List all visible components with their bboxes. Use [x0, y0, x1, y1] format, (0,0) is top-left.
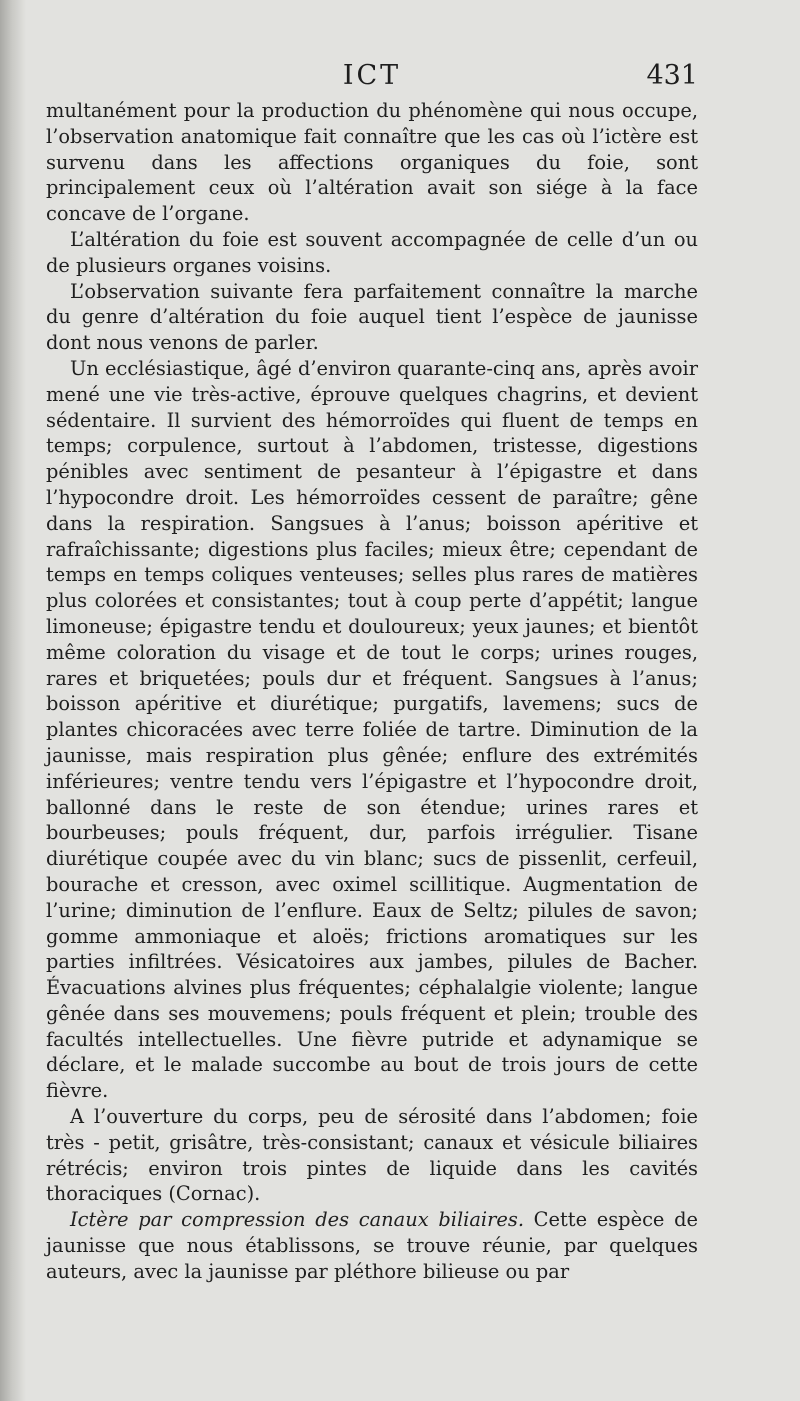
page-gutter-shadow	[0, 0, 26, 1401]
paragraph-1-text: multanément pour la production du phénomène qui nous occupe, l’observation anatomique fait connaître que les cas où l’ictère est survenu dans les affections organiques du foie, sont principalement ceux où l’altération avait son siége à la face concave de l’organe.	[46, 99, 698, 226]
paragraph-2	[46, 227, 698, 279]
paragraph-4-text: Un ecclésiastique, âgé d’environ quarante-cinq ans, après avoir mené une vie très-active, éprouve quelques chagrins, et devient sédentaire. Il survient des hémorroïdes qui fluent de temps en temps; corpulence, surtout à l’abdomen, tristesse, digestions pénibles avec sentiment de pesanteur à l’épigastre et dans l’hypocondre droit. Les hémorroïdes cessent de paraître; gêne dans la respiration. Sangsues à l’anus; boisson apéritive et rafraîchissante; digestions plus faciles; mieux être; cependant de temps en temps coliques venteuses; selles plus rares de matières plus colorées et consistantes; tout à coup perte d’appétit; langue limoneuse; épigastre tendu et douloureux; yeux jaunes; et bientôt même coloration du visage et de tout le corps; urines rouges, rares et briquetées; pouls dur et fréquent. Sangsues à l’anus; boisson apéritive et diurétique; purgatifs, lavemens; sucs de plantes chicoracées avec terre foliée de tartre. Diminution de la jaunisse, mais respiration plus gênée; enflure des extrémités inférieures; ventre tendu vers l’épigastre et l’hypocondre droit, ballonné dans le reste de son étendue; urines rares et bourbeuses; pouls fréquent, dur, parfois irrégulier. Tisane diurétique coupée avec du vin blanc; sucs de pissenlit, cerfeuil, bourache et cresson, avec oximel scillitique. Augmentation de l’urine; diminution de l’enflure. Eaux de Seltz; pilules de savon; gomme ammoniaque et aloës; frictions aromatiques sur les parties infiltrées. Vésicatoires aux jambes, pilules de Bacher. Évacuations alvines plus fréquentes; céphalalgie violente; langue gênée dans ses mouvemens; pouls fréquent et plein; trouble des facultés intellectuelles. Une fièvre putride et adynamique se déclare, et le malade succombe au bout de trois jours de cette fièvre.	[46, 356, 698, 1103]
paragraph-5-text: A l’ouverture du corps, peu de sérosité dans l’abdomen; foie très - petit, grisâtre, très-consistant; canaux et vésicule biliaires rétrécis; environ trois pintes de liquide dans les cavités thoraciques (Cornac).	[46, 1105, 698, 1206]
paragraph-3	[46, 279, 698, 356]
page-number: 431	[646, 60, 698, 91]
paragraph-5	[46, 1104, 698, 1207]
paragraph-3-text: L’observation suivante fera parfaitement connaître la marche du genre d’altération du foie auquel tient l’espèce de jaunisse dont nous venons de parler.	[46, 279, 698, 355]
paragraph-1	[46, 98, 698, 227]
section-heading-italic: Ictère par compression des canaux biliaires.	[70, 1208, 524, 1232]
body-text	[46, 98, 698, 1285]
paragraph-6	[46, 1207, 698, 1284]
paragraph-4	[46, 356, 698, 1104]
running-title: ICT	[342, 60, 402, 91]
paragraph-2-text: L’altération du foie est souvent accompagnée de celle d’un ou de plusieurs organes voisins.	[46, 227, 698, 277]
paragraph-6-text: Cette espèce de jaunisse que nous établissons, se trouve réunie, par quelques auteurs, avec la jaunisse par pléthore bilieuse ou par	[46, 1208, 698, 1283]
